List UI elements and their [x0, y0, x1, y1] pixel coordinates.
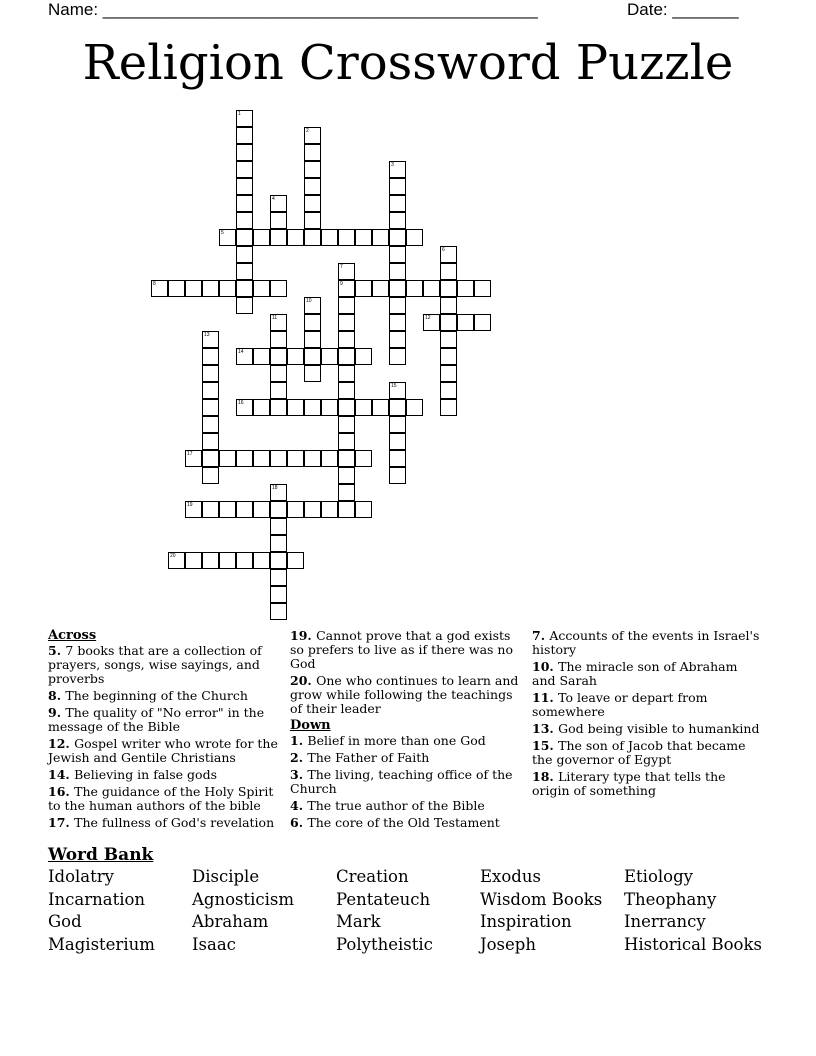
clue-item: 15. The son of Jacob that became the governor of Egypt — [532, 738, 746, 767]
clue-number: 19 — [187, 502, 193, 508]
grid-cell[interactable] — [389, 263, 406, 280]
word-bank-item: Isaac — [192, 935, 236, 954]
grid-cell[interactable] — [202, 433, 219, 450]
word-bank-item: Idolatry — [48, 867, 114, 886]
across-heading: Across — [48, 628, 97, 643]
clue-item: 17. The fullness of God's revelation — [48, 815, 275, 830]
grid-cell[interactable] — [304, 297, 321, 314]
clue-item: 12. Gospel writer who wrote for the Jewish and Gentile Christians — [48, 736, 278, 765]
grid-cell[interactable] — [270, 586, 287, 603]
grid-cell[interactable] — [270, 535, 287, 552]
grid-cell[interactable] — [355, 450, 372, 467]
grid-cell[interactable] — [389, 280, 406, 297]
clue-item: 19. Cannot prove that a god exists so prefers to live as if there was no God — [290, 628, 513, 671]
grid-cell[interactable] — [321, 348, 338, 365]
clues-column-3 — [532, 629, 762, 801]
grid-cell[interactable] — [440, 297, 457, 314]
grid-cell[interactable] — [304, 161, 321, 178]
clue-item: 4. The true author of the Bible — [290, 798, 485, 813]
clue-item: 5. 7 books that are a collection of prayers, songs, wise sayings, and proverbs — [48, 643, 262, 686]
word-bank-item: Exodus — [480, 867, 541, 886]
grid-cell[interactable] — [304, 450, 321, 467]
grid-cell[interactable] — [474, 314, 491, 331]
grid-cell[interactable] — [389, 331, 406, 348]
grid-cell[interactable] — [202, 552, 219, 569]
clues-column-2 — [290, 629, 520, 833]
grid-cell[interactable] — [304, 195, 321, 212]
word-bank-item: Disciple — [192, 867, 260, 886]
word-bank-item: Magisterium — [48, 935, 155, 954]
grid-cell[interactable] — [151, 280, 168, 297]
word-bank-item: Mark — [336, 912, 381, 931]
clue-number: 7 — [340, 264, 343, 270]
grid-cell[interactable] — [168, 280, 185, 297]
clue-number: 10 — [306, 298, 312, 304]
grid-cell[interactable] — [236, 246, 253, 263]
clue-item: 10. The miracle son of Abraham and Sarah — [532, 659, 738, 688]
clue-item: 18. Literary type that tells the origin of something — [532, 769, 726, 798]
clue-item: 8. The beginning of the Church — [48, 688, 248, 703]
grid-cell[interactable] — [304, 212, 321, 229]
clue-number: 4 — [272, 196, 275, 202]
grid-cell[interactable] — [236, 195, 253, 212]
word-bank-item: Creation — [336, 867, 409, 886]
clue-number: 2 — [306, 128, 309, 134]
word-bank-title: Word Bank — [48, 845, 154, 865]
grid-cell[interactable] — [474, 280, 491, 297]
grid-cell[interactable] — [372, 399, 389, 416]
grid-cell[interactable] — [338, 280, 355, 297]
grid-cell[interactable] — [236, 229, 253, 246]
clue-item: 3. The living, teaching office of the Church — [290, 767, 513, 796]
grid-cell[interactable] — [219, 229, 236, 246]
grid-cell[interactable] — [321, 450, 338, 467]
word-bank-item: Joseph — [480, 935, 536, 954]
grid-cell[interactable] — [440, 246, 457, 263]
grid-cell[interactable] — [202, 280, 219, 297]
grid-cell[interactable] — [270, 331, 287, 348]
grid-cell[interactable] — [338, 467, 355, 484]
grid-cell[interactable] — [338, 501, 355, 518]
word-bank-item: Historical Books — [624, 935, 762, 954]
grid-cell[interactable] — [338, 484, 355, 501]
grid-cell[interactable] — [236, 144, 253, 161]
grid-cell[interactable] — [236, 297, 253, 314]
grid-cell[interactable] — [338, 297, 355, 314]
grid-cell[interactable] — [202, 501, 219, 518]
clue-number: 16 — [238, 400, 244, 406]
grid-cell[interactable] — [270, 450, 287, 467]
grid-cell[interactable] — [253, 229, 270, 246]
grid-cell[interactable] — [457, 280, 474, 297]
grid-cell[interactable] — [270, 365, 287, 382]
grid-cell[interactable] — [440, 331, 457, 348]
grid-cell[interactable] — [287, 399, 304, 416]
grid-cell[interactable] — [338, 365, 355, 382]
grid-cell[interactable] — [338, 229, 355, 246]
grid-cell[interactable] — [338, 433, 355, 450]
grid-cell[interactable] — [236, 501, 253, 518]
grid-cell[interactable] — [270, 280, 287, 297]
word-bank-item: Inspiration — [480, 912, 572, 931]
grid-cell[interactable] — [236, 161, 253, 178]
clue-item: 2. The Father of Faith — [290, 750, 430, 765]
grid-cell[interactable] — [236, 280, 253, 297]
grid-cell[interactable] — [406, 399, 423, 416]
grid-cell[interactable] — [338, 382, 355, 399]
word-bank-item: Wisdom Books — [480, 890, 603, 909]
grid-cell[interactable] — [389, 348, 406, 365]
grid-cell[interactable] — [423, 314, 440, 331]
page-title: Religion Crossword Puzzle — [82, 35, 734, 91]
grid-cell[interactable] — [389, 399, 406, 416]
grid-cell[interactable] — [389, 195, 406, 212]
grid-cell[interactable] — [185, 280, 202, 297]
grid-cell[interactable] — [270, 484, 287, 501]
grid-cell[interactable] — [440, 348, 457, 365]
grid-cell[interactable] — [236, 263, 253, 280]
grid-cell[interactable] — [304, 314, 321, 331]
grid-cell[interactable] — [338, 450, 355, 467]
date-line: Date: _______ — [627, 0, 739, 19]
grid-cell[interactable] — [270, 399, 287, 416]
clues-column-1 — [48, 629, 278, 833]
grid-cell[interactable] — [440, 280, 457, 297]
grid-cell[interactable] — [236, 212, 253, 229]
clue-number: 13 — [204, 332, 210, 338]
grid-cell[interactable] — [389, 433, 406, 450]
grid-cell[interactable] — [338, 348, 355, 365]
grid-cell[interactable] — [270, 229, 287, 246]
word-bank-item: Pentateuch — [336, 890, 431, 909]
grid-cell[interactable] — [202, 331, 219, 348]
word-bank-item: Abraham — [192, 912, 269, 931]
name-line: Name: ______________________________________________ — [48, 0, 538, 19]
clue-item: 1. Belief in more than one God — [290, 733, 486, 748]
grid-cell[interactable] — [287, 501, 304, 518]
grid-cell[interactable] — [270, 314, 287, 331]
grid-cell[interactable] — [440, 399, 457, 416]
grid-cell[interactable] — [253, 552, 270, 569]
clue-number: 15 — [391, 383, 397, 389]
grid-cell[interactable] — [304, 399, 321, 416]
grid-cell[interactable] — [355, 280, 372, 297]
grid-cell[interactable] — [202, 365, 219, 382]
clue-number: 6 — [442, 247, 445, 253]
grid-cell[interactable] — [287, 348, 304, 365]
clue-item: 16. The guidance of the Holy Spirit to the human authors of the bible — [48, 784, 274, 813]
grid-cell[interactable] — [440, 314, 457, 331]
grid-cell[interactable] — [236, 178, 253, 195]
word-bank-item: God — [48, 912, 82, 931]
grid-cell[interactable] — [219, 552, 236, 569]
grid-cell[interactable] — [338, 416, 355, 433]
grid-cell[interactable] — [321, 501, 338, 518]
grid-cell[interactable] — [389, 161, 406, 178]
grid-cell[interactable] — [219, 450, 236, 467]
clue-item: 9. The quality of "No error" in the message of the Bible — [48, 705, 265, 734]
grid-cell[interactable] — [355, 501, 372, 518]
clue-number: 1 — [238, 111, 241, 117]
grid-cell[interactable] — [389, 450, 406, 467]
grid-cell[interactable] — [270, 569, 287, 586]
grid-cell[interactable] — [202, 399, 219, 416]
grid-cell[interactable] — [457, 314, 474, 331]
grid-cell[interactable] — [219, 280, 236, 297]
grid-cell[interactable] — [304, 331, 321, 348]
clue-number: 14 — [238, 349, 244, 355]
grid-cell[interactable] — [372, 229, 389, 246]
grid-cell[interactable] — [389, 229, 406, 246]
grid-cell[interactable] — [406, 229, 423, 246]
grid-cell[interactable] — [304, 178, 321, 195]
grid-cell[interactable] — [236, 450, 253, 467]
grid-cell[interactable] — [440, 263, 457, 280]
grid-cell[interactable] — [355, 348, 372, 365]
grid-cell[interactable] — [406, 280, 423, 297]
clue-item: 13. God being visible to humankind — [532, 721, 760, 736]
grid-cell[interactable] — [270, 195, 287, 212]
grid-cell[interactable] — [236, 348, 253, 365]
grid-cell[interactable] — [185, 552, 202, 569]
grid-cell[interactable] — [389, 467, 406, 484]
clue-number: 18 — [272, 485, 278, 491]
grid-cell[interactable] — [287, 552, 304, 569]
grid-cell[interactable] — [236, 110, 253, 127]
grid-cell[interactable] — [287, 229, 304, 246]
word-bank-item: Inerrancy — [624, 912, 706, 931]
grid-cell[interactable] — [270, 603, 287, 620]
grid-cell[interactable] — [389, 382, 406, 399]
grid-cell[interactable] — [202, 416, 219, 433]
grid-cell[interactable] — [338, 399, 355, 416]
grid-cell[interactable] — [236, 552, 253, 569]
clue-item: 7. Accounts of the events in Israel's history — [532, 628, 760, 657]
grid-cell[interactable] — [304, 365, 321, 382]
grid-cell[interactable] — [236, 127, 253, 144]
grid-cell[interactable] — [270, 552, 287, 569]
clue-number: 8 — [153, 281, 156, 287]
grid-cell[interactable] — [389, 314, 406, 331]
grid-cell[interactable] — [270, 382, 287, 399]
grid-cell[interactable] — [338, 331, 355, 348]
grid-cell[interactable] — [202, 450, 219, 467]
grid-cell[interactable] — [236, 399, 253, 416]
grid-cell[interactable] — [270, 518, 287, 535]
clue-number: 5 — [221, 230, 224, 236]
word-bank-item: Agnosticism — [192, 890, 295, 909]
grid-cell[interactable] — [253, 280, 270, 297]
grid-cell[interactable] — [372, 280, 389, 297]
grid-cell[interactable] — [440, 365, 457, 382]
word-bank-item: Incarnation — [48, 890, 146, 909]
clue-item: 14. Believing in false gods — [48, 767, 217, 782]
clue-item: 6. The core of the Old Testament — [290, 815, 500, 830]
grid-cell[interactable] — [304, 348, 321, 365]
grid-cell[interactable] — [355, 399, 372, 416]
grid-cell[interactable] — [321, 229, 338, 246]
grid-cell[interactable] — [389, 297, 406, 314]
grid-cell[interactable] — [389, 246, 406, 263]
clue-number: 17 — [187, 451, 193, 457]
clue-number: 12 — [425, 315, 431, 321]
grid-cell[interactable] — [304, 501, 321, 518]
grid-cell[interactable] — [202, 348, 219, 365]
clue-number: 9 — [340, 281, 343, 287]
grid-cell[interactable] — [304, 127, 321, 144]
grid-cell[interactable] — [253, 501, 270, 518]
grid-cell[interactable] — [304, 229, 321, 246]
grid-cell[interactable] — [253, 450, 270, 467]
grid-cell[interactable] — [338, 314, 355, 331]
grid-cell[interactable] — [270, 501, 287, 518]
clue-item: 11. To leave or depart from somewhere — [532, 690, 708, 719]
grid-cell[interactable] — [355, 229, 372, 246]
grid-cell[interactable] — [321, 399, 338, 416]
grid-cell[interactable] — [202, 382, 219, 399]
word-bank-item: Polytheistic — [336, 935, 433, 954]
grid-cell[interactable] — [219, 501, 236, 518]
grid-cell[interactable] — [202, 467, 219, 484]
clue-number: 11 — [272, 315, 278, 321]
grid-cell[interactable] — [185, 501, 202, 518]
clue-number: 3 — [391, 162, 394, 168]
grid-cell[interactable] — [253, 348, 270, 365]
word-bank-item: Theophany — [624, 890, 717, 909]
clue-number: 20 — [170, 553, 176, 559]
grid-cell[interactable] — [389, 212, 406, 229]
grid-cell[interactable] — [168, 552, 185, 569]
grid-cell[interactable] — [389, 178, 406, 195]
clue-item: 20. One who continues to learn and grow while following the teachings of their leader — [290, 673, 519, 716]
grid-cell[interactable] — [338, 263, 355, 280]
grid-cell[interactable] — [304, 144, 321, 161]
grid-cell[interactable] — [287, 450, 304, 467]
grid-cell[interactable] — [389, 416, 406, 433]
grid-cell[interactable] — [185, 450, 202, 467]
grid-cell[interactable] — [270, 348, 287, 365]
grid-cell[interactable] — [253, 399, 270, 416]
grid-cell[interactable] — [423, 280, 440, 297]
word-bank-item: Etiology — [624, 867, 693, 886]
grid-cell[interactable] — [440, 382, 457, 399]
down-heading: Down — [290, 718, 331, 733]
grid-cell[interactable] — [270, 212, 287, 229]
